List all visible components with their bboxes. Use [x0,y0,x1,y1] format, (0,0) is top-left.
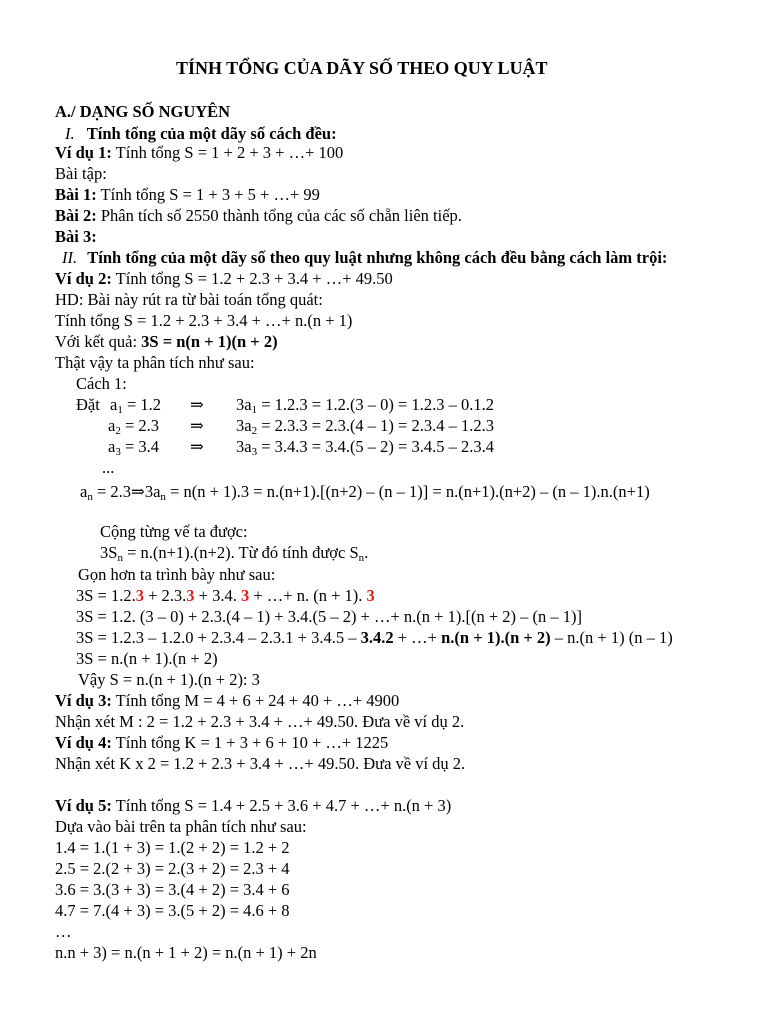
part-2-text: Tính tổng của một dãy số theo quy luật nhưng không cách đều bằng cách làm trội: [87,248,668,267]
sn-result: $3S_n = n.(n+1).(n+2)$. Từ đó tính được $S_n$. [100,543,369,564]
implies-icon: ⇒ [190,437,204,456]
part-1-heading [65,124,337,144]
implies-icon: ⇒ [190,395,204,414]
set-keyword: Đặt [76,395,100,414]
implies-icon: ⇒ [190,416,204,435]
example-2-label: Ví dụ 2: [55,269,112,288]
set-row-3-rhs: $3a_3 = 3.4.3 = 3.4.(5 - 2) = 3.4.5 - 2.3.4$ [236,437,494,458]
set-row-2-rhs: $3a_2 = 2.3.3 = 2.3.(4 - 1) = 2.3.4 - 1.2.3$ [236,416,494,437]
analysis-row: 1.4 = 1.(1 + 3) = 1.(2 + 2) = 1.2 + 2 [55,838,290,857]
exercise-1-text: Tính tổng S = 1 + 3 + 5 + …+ 99 [96,185,320,204]
part-1-number: I. [65,124,75,143]
section-a-heading: A./ DẠNG SỐ NGUYÊN [55,102,231,121]
exercises-heading: Bài tập: [55,164,107,183]
remark-k: Nhận xét K x 2 = 1.2 + 2.3 + 3.4 + …+ 49.50. Đưa về ví dụ 2. [55,754,466,773]
set-row-1-rhs: $3a_1 = 1.2.3 = 1.2.(3 - 0) = 1.2.3 - 0.1.2$ [236,395,494,416]
analysis-last-row: n.n + 3) = n.(n + 1 + 2) = n.(n + 1) + 2n [55,943,317,962]
example-5-intro: Dựa vào bài trên ta phân tích như sau: [55,817,307,836]
part-2-number: II. [62,248,78,267]
example-5-text: Tính tổng S = 1.4 + 2.5 + 3.6 + 4.7 + …+ n.(n + 3) [111,796,452,815]
example-4-label: Ví dụ 4: [55,733,112,752]
summing-line: Cộng từng vế ta được: [100,522,248,541]
part-2-heading [62,248,667,268]
equation-3: 3S = 1.2.3 – 1.2.0 + 2.3.4 – 2.3.1 + 3.4.5 – 3.4.2 + …+ n.(n + 1).(n + 2) – n.(n + 1) (n – 1) [76,628,673,647]
set-row-2-lhs: $a_2 = 2.3$ [108,416,160,437]
exercise-1-label: Bài 1: [55,185,97,204]
example-5-label: Ví dụ 5: [55,796,112,815]
equation-2: 3S = 1.2. (3 – 0) + 2.3.(4 – 1) + 3.4.(5 – 2) + …+ n.(n + 1).[(n + 2) – (n – 1)] [76,607,582,626]
analysis-row: 2.5 = 2.(2 + 3) = 2.(3 + 2) = 2.3 + 4 [55,859,290,878]
equation-1: 3S = 1.2.3 + 2.3.3 + 3.4. 3 + …+ n. (n + 1). 3 [76,586,375,605]
example-5 [55,796,451,816]
result-prefix: Với kết quả: [55,332,142,351]
exercise-2-label: Bài 2: [55,206,97,225]
example-2-text: Tính tổng S = 1.2 + 2.3 + 3.4 + …+ 49.50 [111,269,393,288]
equation-4: 3S = n.(n + 1).(n + 2) [76,649,218,668]
ellipsis-dots: ... [102,458,115,477]
analysis-intro: Thật vậy ta phân tích như sau: [55,353,255,372]
exercise-1 [55,185,320,205]
example-3-label: Ví dụ 3: [55,691,112,710]
example-4-text: Tính tổng K = 1 + 3 + 6 + 10 + …+ 1225 [111,733,389,752]
example-4 [55,733,388,753]
result-formula: 3S = n(n + 1)(n + 2) [141,332,278,351]
remark-m: Nhận xét M : 2 = 1.2 + 2.3 + 3.4 + …+ 49.50. Đưa về ví dụ 2. [55,712,465,731]
set-row-1-lhs: $a_1 = 1.2$ [110,395,162,416]
analysis-ellipsis: … [55,922,72,941]
exercise-2-text: Phân tích số 2550 thành tổng của các số chẵn liên tiếp. [96,206,462,225]
example-1 [55,143,343,163]
page-title: TÍNH TỔNG CỦA DÃY SỐ THEO QUY LUẬT [176,58,548,78]
example-1-text: Tính tổng S = 1 + 2 + 3 + …+ 100 [111,143,344,162]
example-3-text: Tính tổng M = 4 + 6 + 24 + 40 + …+ 4900 [111,691,400,710]
set-row-3-lhs: $a_3 = 3.4$ [108,437,160,458]
compact-intro: Gọn hơn ta trình bày như sau: [78,565,276,584]
analysis-row: 3.6 = 3.(3 + 3) = 3.(4 + 2) = 3.4 + 6 [55,880,290,899]
example-3 [55,691,399,711]
example-2 [55,269,393,289]
example-1-label: Ví dụ 1: [55,143,112,162]
hint-line: HD: Bài này rút ra từ bài toán tổng quát: [55,290,323,309]
method-1-label: Cách 1: [76,374,127,393]
exercise-2 [55,206,462,226]
equation-5: Vậy S = n.(n + 1).(n + 2): 3 [78,670,260,689]
general-sum: Tính tổng S = 1.2 + 2.3 + 3.4 + …+ n.(n + 1) [55,311,353,330]
result-line [55,332,278,352]
part-1-text: Tính tổng của một dãy số cách đều: [86,124,337,143]
analysis-row: 4.7 = 7.(4 + 3) = 3.(5 + 2) = 4.6 + 8 [55,901,290,920]
an-row: $a_n$ = $2.3\Rightarrow 3a_n = n(n + 1).3 = n.(n+1).[(n+2) - (n - 1)] = n.(n+1).(n+2) - (n - 1).n.(n+1)$ [80,482,650,503]
exercise-3-label: Bài 3: [55,227,97,246]
